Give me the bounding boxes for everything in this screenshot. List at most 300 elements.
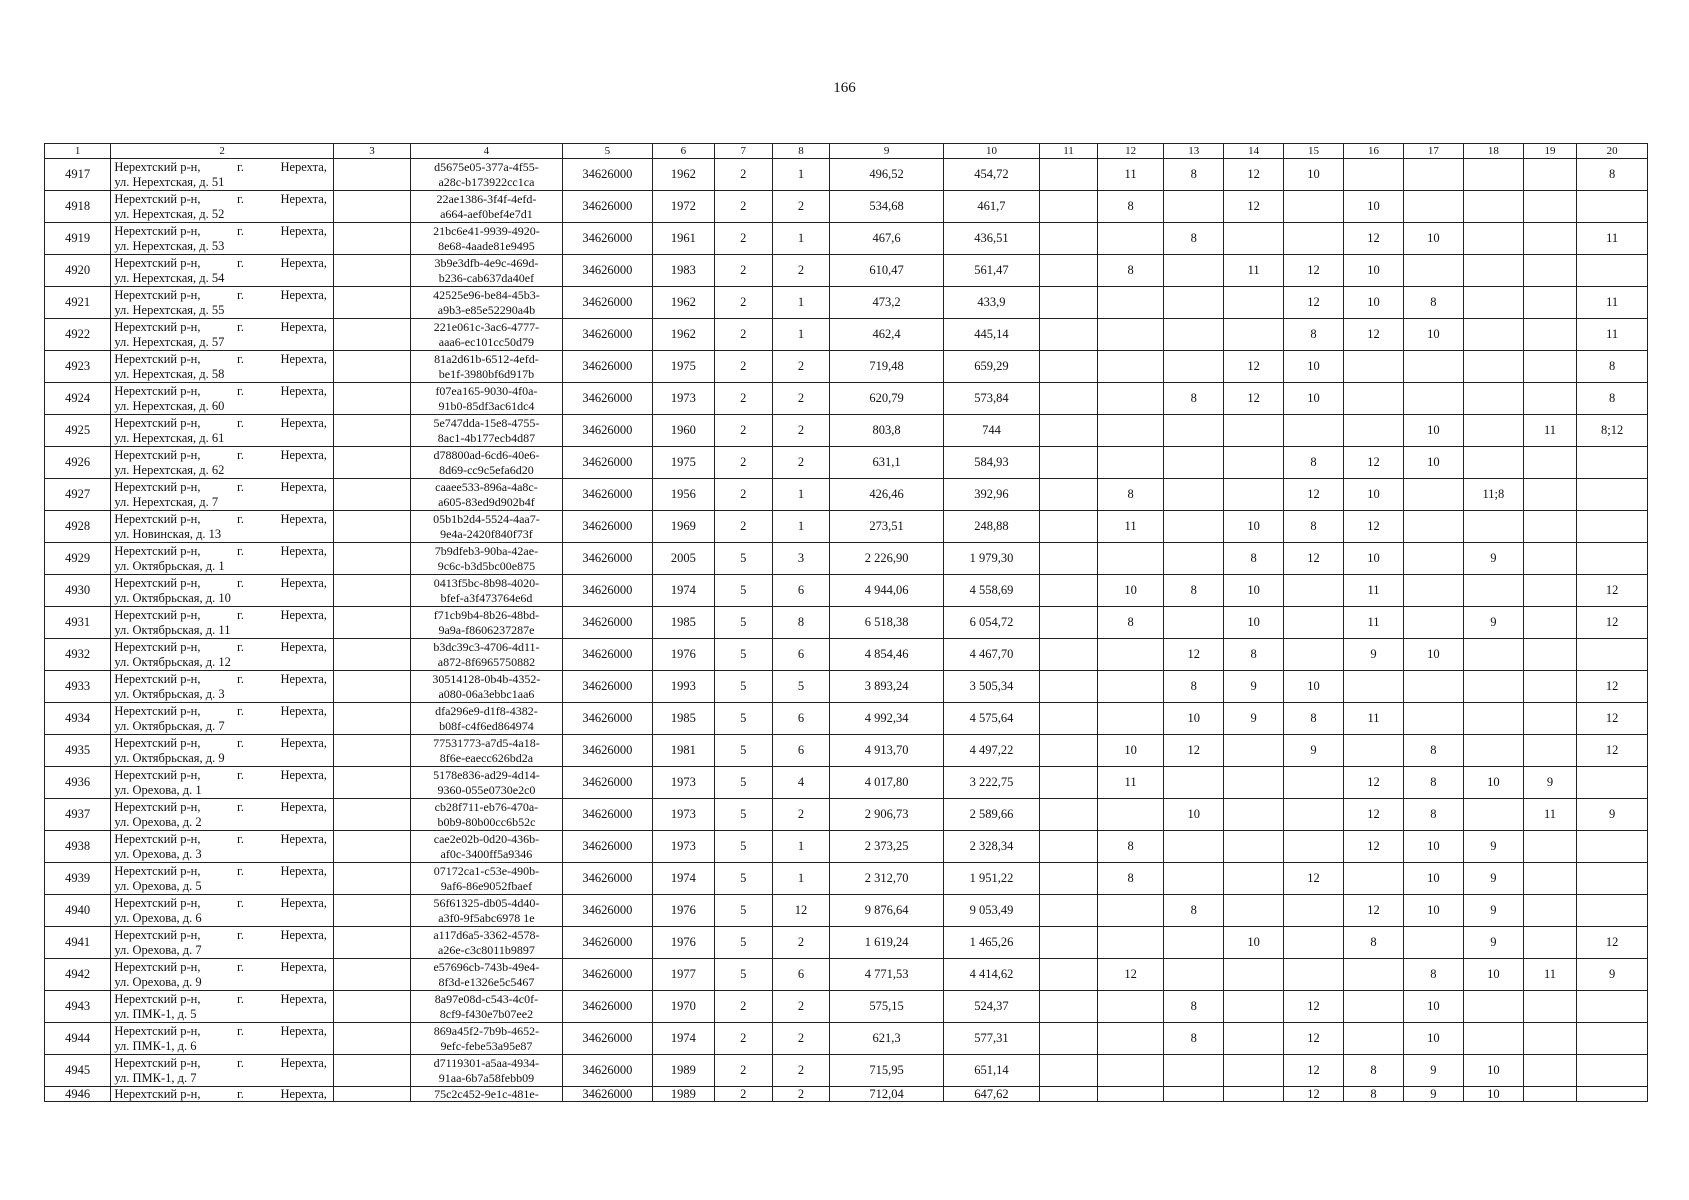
address-cell [111,863,334,895]
floors-cell: 5 [714,767,772,799]
col-17-cell: 10 [1403,223,1463,255]
column-number-header: 9 [830,144,943,159]
guid-line-1: dfa296e9-d1f8-4382- [435,703,538,718]
col-14-cell [1224,1087,1284,1102]
col-12-cell: 8 [1097,191,1163,223]
col-15-cell: 10 [1284,671,1344,703]
living-area-cell: 2 328,34 [943,831,1039,863]
col-16-cell [1344,991,1404,1023]
col-11-cell [1040,447,1098,479]
col-15-cell [1284,959,1344,991]
address-city: Нерехта, [280,735,327,750]
col-17-cell [1403,703,1463,735]
row-number-cell: 4927 [45,479,111,511]
total-area-cell: 4 771,53 [830,959,943,991]
col-16-cell: 12 [1344,767,1404,799]
address-district: Нерехтский р-н, [114,447,201,462]
col-18-cell: 9 [1463,543,1523,575]
year-cell: 1981 [652,735,714,767]
guid-cell [410,799,562,831]
address-line-2: ул. Орехова, д. 1 [114,782,202,797]
row-number-cell: 4936 [45,767,111,799]
address-cell [111,415,334,447]
address-line-2: ул. Нерехтская, д. 7 [114,494,219,509]
floors-cell: 2 [714,511,772,543]
guid-line-1: cae2e02b-0d20-436b- [433,831,540,846]
table-row [45,991,1648,1023]
col-13-cell [1164,767,1224,799]
table-row [45,351,1648,383]
col-17-cell: 8 [1403,767,1463,799]
floors-cell: 5 [714,639,772,671]
address-line-2: ул. Октябрьская, д. 9 [114,750,225,765]
guid-line-2: 9c6c-b3d5bc00e875 [437,558,536,573]
row-number-cell: 4937 [45,799,111,831]
address-district: Нерехтский р-н, [114,703,201,718]
address-cell [111,1055,334,1087]
col-17-cell: 8 [1403,799,1463,831]
col-16-cell [1344,863,1404,895]
guid-line-2: 9af6-86e9052fbaef [440,878,533,893]
col-15-cell: 8 [1284,319,1344,351]
total-area-cell: 273,51 [830,511,943,543]
table-body [45,144,1648,1102]
col-20-cell [1577,767,1648,799]
col-20-cell [1577,991,1648,1023]
address-city: Нерехта, [280,383,327,398]
entrances-cell: 2 [772,383,830,415]
floors-cell: 2 [714,159,772,191]
col-20-cell [1577,191,1648,223]
guid-line-1: 42525e96-be84-45b3- [433,287,540,302]
address-city-prefix: г. [237,927,244,942]
address-district: Нерехтский р-н, [114,543,201,558]
address-cell [111,991,334,1023]
col-20-cell [1577,1087,1648,1102]
guid-line-2: a3f0-9f5abc6978 1e [438,910,535,925]
year-cell: 1993 [652,671,714,703]
col-14-cell: 8 [1224,639,1284,671]
living-area-cell: 4 414,62 [943,959,1039,991]
row-number-cell: 4934 [45,703,111,735]
col-19-cell [1523,1087,1577,1102]
col-18-cell [1463,223,1523,255]
total-area-cell: 620,79 [830,383,943,415]
address-line-2: ул. Нерехтская, д. 57 [114,334,225,349]
address-city-prefix: г. [237,191,244,206]
guid-line-1: b3dc39c3-4706-4d11- [433,639,540,654]
entrances-cell: 1 [772,831,830,863]
year-cell: 1974 [652,575,714,607]
year-cell: 1974 [652,863,714,895]
total-area-cell: 631,1 [830,447,943,479]
column-number-header: 3 [333,144,410,159]
living-area-cell: 524,37 [943,991,1039,1023]
table-row [45,575,1648,607]
year-cell: 1985 [652,703,714,735]
year-cell: 1973 [652,383,714,415]
col-14-cell: 11 [1224,255,1284,287]
oktmo-cell: 34626000 [562,767,652,799]
col-20-cell: 9 [1577,959,1648,991]
address-district: Нерехтский р-н, [114,191,201,206]
oktmo-cell: 34626000 [562,575,652,607]
col-20-cell: 12 [1577,575,1648,607]
address-city: Нерехта, [280,1087,327,1101]
address-district: Нерехтский р-н, [114,351,201,366]
address-line-1 [114,992,331,1007]
col-11-cell [1040,703,1098,735]
column-number-header: 16 [1344,144,1404,159]
col-15-cell [1284,895,1344,927]
guid-line-1: d78800ad-6cd6-40e6- [433,447,540,462]
oktmo-cell: 34626000 [562,511,652,543]
col-13-cell: 12 [1164,639,1224,671]
col-12-cell: 10 [1097,735,1163,767]
col-20-cell: 9 [1577,799,1648,831]
oktmo-cell: 34626000 [562,319,652,351]
col-16-cell: 10 [1344,255,1404,287]
col-19-cell [1523,671,1577,703]
col-13-cell [1164,511,1224,543]
col-13-cell [1164,959,1224,991]
column-number-header: 10 [943,144,1039,159]
col-12-cell [1097,799,1163,831]
guid-line-1: cb28f711-eb76-470a- [434,799,539,814]
col-20-cell [1577,863,1648,895]
col-16-cell: 8 [1344,1055,1404,1087]
col-11-cell [1040,1087,1098,1102]
address-city-prefix: г. [237,671,244,686]
address-city: Нерехта, [280,319,327,334]
entrances-cell: 12 [772,895,830,927]
column-number-header: 1 [45,144,111,159]
floors-cell: 2 [714,1023,772,1055]
col-18-cell [1463,511,1523,543]
col-19-cell [1523,703,1577,735]
address-city: Нерехта, [280,863,327,878]
total-area-cell: 3 893,24 [830,671,943,703]
col-20-cell: 12 [1577,607,1648,639]
col-19-cell [1523,735,1577,767]
address-district: Нерехтский р-н, [114,959,201,974]
floors-cell: 5 [714,863,772,895]
row-number-cell: 4942 [45,959,111,991]
col-14-cell [1224,799,1284,831]
oktmo-cell: 34626000 [562,607,652,639]
col-11-cell [1040,1055,1098,1087]
col-16-cell: 10 [1344,287,1404,319]
guid-line-1: 07172ca1-c53e-490b- [433,863,540,878]
floors-cell: 5 [714,927,772,959]
living-area-cell: 445,14 [943,319,1039,351]
col-3-cell [333,447,410,479]
col-15-cell [1284,575,1344,607]
address-city: Нерехта, [280,799,327,814]
address-city: Нерехта, [280,447,327,462]
address-city-prefix: г. [237,255,244,270]
col-16-cell: 8 [1344,1087,1404,1102]
address-line-2: ул. Орехова, д. 2 [114,814,202,829]
total-area-cell: 496,52 [830,159,943,191]
floors-cell: 5 [714,895,772,927]
address-line-1 [114,416,331,431]
col-18-cell: 10 [1463,1055,1523,1087]
col-17-cell: 10 [1403,639,1463,671]
col-16-cell: 11 [1344,607,1404,639]
table-row [45,543,1648,575]
col-15-cell [1284,415,1344,447]
total-area-cell: 715,95 [830,1055,943,1087]
col-3-cell [333,575,410,607]
total-area-cell: 2 373,25 [830,831,943,863]
col-14-cell [1224,447,1284,479]
address-district: Нерехтский р-н, [114,767,201,782]
col-11-cell [1040,351,1098,383]
col-17-cell: 10 [1403,991,1463,1023]
guid-cell [410,671,562,703]
col-14-cell [1224,831,1284,863]
col-12-cell [1097,927,1163,959]
col-11-cell [1040,735,1098,767]
total-area-cell: 2 312,70 [830,863,943,895]
col-18-cell [1463,1023,1523,1055]
col-19-cell [1523,191,1577,223]
col-20-cell [1577,639,1648,671]
col-16-cell [1344,351,1404,383]
row-number-cell: 4928 [45,511,111,543]
col-19-cell [1523,223,1577,255]
guid-cell [410,511,562,543]
row-number-cell: 4939 [45,863,111,895]
guid-line-1: f07ea165-9030-4f0a- [435,383,538,398]
address-cell [111,1023,334,1055]
col-12-cell [1097,223,1163,255]
table-row [45,767,1648,799]
col-18-cell [1463,703,1523,735]
floors-cell: 2 [714,191,772,223]
col-17-cell [1403,383,1463,415]
address-line-2: ул. Октябрьская, д. 11 [114,622,231,637]
col-11-cell [1040,511,1098,543]
entrances-cell: 1 [772,863,830,895]
col-11-cell [1040,575,1098,607]
address-cell [111,639,334,671]
col-20-cell [1577,479,1648,511]
col-16-cell: 12 [1344,895,1404,927]
col-15-cell: 12 [1284,991,1344,1023]
col-15-cell [1284,927,1344,959]
floors-cell: 2 [714,447,772,479]
col-17-cell [1403,255,1463,287]
col-17-cell: 8 [1403,287,1463,319]
floors-cell: 5 [714,831,772,863]
col-16-cell: 12 [1344,447,1404,479]
living-area-cell: 647,62 [943,1087,1039,1102]
year-cell: 1973 [652,767,714,799]
address-city-prefix: г. [237,895,244,910]
address-line-2: ул. ПМК-1, д. 6 [114,1038,197,1053]
col-11-cell [1040,191,1098,223]
living-area-cell: 651,14 [943,1055,1039,1087]
col-11-cell [1040,895,1098,927]
guid-cell [410,447,562,479]
year-cell: 1976 [652,927,714,959]
row-number-cell: 4929 [45,543,111,575]
address-city: Нерехта, [280,543,327,558]
col-15-cell: 9 [1284,735,1344,767]
address-cell [111,479,334,511]
living-area-cell: 659,29 [943,351,1039,383]
floors-cell: 2 [714,1055,772,1087]
col-15-cell [1284,607,1344,639]
guid-line-2: a9b3-e85e52290a4b [437,302,536,317]
col-17-cell [1403,575,1463,607]
col-12-cell [1097,287,1163,319]
col-3-cell [333,959,410,991]
entrances-cell: 1 [772,479,830,511]
col-16-cell: 12 [1344,223,1404,255]
col-19-cell [1523,863,1577,895]
col-19-cell [1523,447,1577,479]
address-city-prefix: г. [237,447,244,462]
living-area-cell: 561,47 [943,255,1039,287]
col-13-cell: 8 [1164,575,1224,607]
total-area-cell: 2 906,73 [830,799,943,831]
column-number-header-row [45,144,1648,159]
oktmo-cell: 34626000 [562,639,652,671]
oktmo-cell: 34626000 [562,191,652,223]
address-cell [111,767,334,799]
row-number-cell: 4926 [45,447,111,479]
address-line-2: ул. Октябрьская, д. 3 [114,686,225,701]
col-3-cell [333,287,410,319]
address-cell [111,351,334,383]
col-13-cell: 12 [1164,735,1224,767]
col-12-cell: 8 [1097,607,1163,639]
guid-cell [410,543,562,575]
guid-line-2: 8f3d-e1326e5c5467 [438,974,535,989]
col-12-cell [1097,703,1163,735]
col-18-cell [1463,639,1523,671]
address-city-prefix: г. [237,735,244,750]
total-area-cell: 534,68 [830,191,943,223]
total-area-cell: 803,8 [830,415,943,447]
address-cell [111,319,334,351]
col-14-cell [1224,319,1284,351]
table-row [45,863,1648,895]
address-cell [111,543,334,575]
floors-cell: 2 [714,351,772,383]
col-13-cell: 8 [1164,383,1224,415]
col-12-cell [1097,639,1163,671]
address-line-1 [114,704,331,719]
entrances-cell: 6 [772,703,830,735]
col-12-cell [1097,351,1163,383]
floors-cell: 5 [714,735,772,767]
address-line-1 [114,928,331,943]
guid-cell [410,1055,562,1087]
col-3-cell [333,767,410,799]
col-12-cell [1097,1055,1163,1087]
col-13-cell [1164,319,1224,351]
row-number-cell: 4920 [45,255,111,287]
entrances-cell: 2 [772,927,830,959]
col-3-cell [333,735,410,767]
col-3-cell [333,671,410,703]
col-20-cell: 11 [1577,287,1648,319]
guid-line-1: 21bc6e41-9939-4920- [433,223,540,238]
row-number-cell: 4917 [45,159,111,191]
col-18-cell [1463,991,1523,1023]
address-line-2: ул. Нерехтская, д. 58 [114,366,225,381]
total-area-cell: 9 876,64 [830,895,943,927]
guid-line-2: aaa6-ec101cc50d79 [438,334,535,349]
guid-line-2: b08f-c4f6ed864974 [439,718,534,733]
entrances-cell: 2 [772,255,830,287]
year-cell: 1962 [652,287,714,319]
col-15-cell: 12 [1284,255,1344,287]
address-city-prefix: г. [237,319,244,334]
address-district: Нерехтский р-н, [114,735,201,750]
table-row [45,479,1648,511]
address-city-prefix: г. [237,639,244,654]
col-13-cell [1164,1087,1224,1102]
guid-line-2: 9e4a-2420f840f73f [440,526,533,541]
living-area-cell: 392,96 [943,479,1039,511]
oktmo-cell: 34626000 [562,255,652,287]
col-12-cell: 12 [1097,959,1163,991]
col-16-cell [1344,415,1404,447]
oktmo-cell: 34626000 [562,287,652,319]
row-number-cell: 4931 [45,607,111,639]
guid-cell [410,895,562,927]
col-14-cell [1224,735,1284,767]
table-row [45,895,1648,927]
col-20-cell [1577,447,1648,479]
address-line-1 [114,960,331,975]
column-number-header: 4 [410,144,562,159]
col-17-cell [1403,191,1463,223]
address-cell [111,159,334,191]
col-16-cell: 9 [1344,639,1404,671]
column-number-header: 5 [562,144,652,159]
address-line-1 [114,512,331,527]
col-16-cell: 10 [1344,543,1404,575]
address-line-1 [114,224,331,239]
year-cell: 1974 [652,1023,714,1055]
address-line-2: ул. ПМК-1, д. 5 [114,1006,197,1021]
guid-line-1: 05b1b2d4-5524-4aa7- [433,511,540,526]
oktmo-cell: 34626000 [562,1055,652,1087]
col-11-cell [1040,159,1098,191]
column-number-header: 15 [1284,144,1344,159]
col-12-cell [1097,447,1163,479]
address-district: Нерехтский р-н, [114,159,201,174]
col-19-cell [1523,255,1577,287]
col-19-cell: 11 [1523,959,1577,991]
col-18-cell [1463,319,1523,351]
col-3-cell [333,319,410,351]
col-16-cell [1344,1023,1404,1055]
col-11-cell [1040,383,1098,415]
col-14-cell [1224,767,1284,799]
row-number-cell: 4935 [45,735,111,767]
guid-line-1: 7b9dfeb3-90ba-42ae- [434,543,539,558]
address-line-1 [114,1087,331,1101]
column-number-header: 14 [1224,144,1284,159]
address-district: Нерехтский р-н, [114,479,201,494]
